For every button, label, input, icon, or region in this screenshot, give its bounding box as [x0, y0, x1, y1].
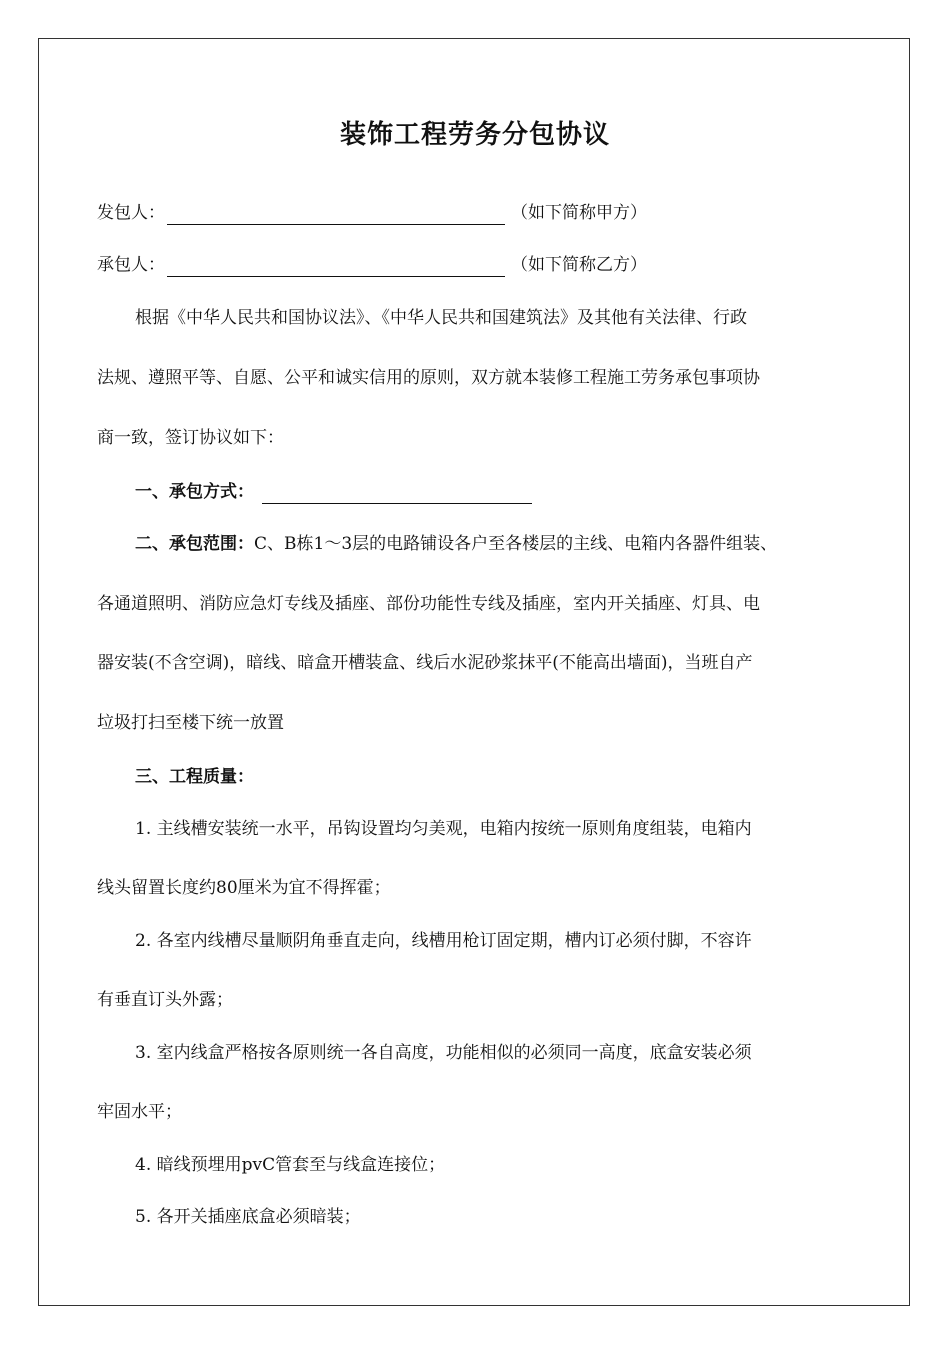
quality-item-1-cont: 线头留置长度约80厘米为宜不得挥霍；	[97, 878, 391, 898]
document-title: 装饰工程劳务分包协议	[339, 120, 610, 150]
section-2-line-1	[135, 532, 777, 556]
section-2-text-1: C、B栋1～3层的电路铺设各户至各楼层的主线、电箱内各器件组装、	[254, 534, 778, 554]
quality-item-2: 2. 各室内线槽尽量顺阴角垂直走向，线槽用枪订固定期，槽内订必须付脚，不容许	[135, 931, 752, 951]
employer-label: 发包人：	[97, 203, 165, 223]
contract-method-blank[interactable]	[262, 483, 532, 504]
section-2-line-3: 器安装(不含空调)，暗线、暗盒开槽装盒、线后水泥砂浆抹平(不能高出墙面)，当班自产	[97, 653, 753, 673]
contractor-note: （如下简称乙方）	[511, 255, 647, 275]
contractor-line	[97, 253, 647, 277]
section-2-line-2: 各通道照明、消防应急灯专线及插座、部份功能性专线及插座，室内开关插座、灯具、电	[97, 594, 760, 614]
quality-item-3: 3. 室内线盒严格按各原则统一各自高度，功能相似的必须同一高度，底盒安装必须	[135, 1043, 752, 1063]
preamble-line-2: 法规、遵照平等、自愿、公平和诚实信用的原则，双方就本装修工程施工劳务承包事项协	[97, 368, 760, 388]
employer-note: （如下简称甲方）	[511, 203, 647, 223]
employer-blank[interactable]	[167, 204, 505, 225]
quality-item-2-cont: 有垂直订头外露；	[97, 990, 233, 1010]
quality-item-3-cont: 牢固水平；	[97, 1102, 182, 1122]
employer-line	[97, 201, 647, 225]
section-1-heading: 一、承包方式：	[135, 482, 254, 502]
quality-item-4: 4. 暗线预埋用pvC管套至与线盒连接位；	[135, 1155, 446, 1175]
section-2-line-4: 垃圾打扫至楼下统一放置	[97, 713, 284, 733]
section-1-line	[135, 480, 532, 504]
section-2-heading: 二、承包范围：	[135, 534, 254, 554]
quality-item-1: 1. 主线槽安装统一水平，吊钩设置均匀美观，电箱内按统一原则角度组装，电箱内	[135, 819, 752, 839]
section-3-heading: 三、工程质量：	[135, 767, 254, 787]
contractor-blank[interactable]	[167, 256, 505, 277]
contractor-label: 承包人：	[97, 255, 165, 275]
preamble-line-1: 根据《中华人民共和国协议法》、《中华人民共和国建筑法》及其他有关法律、行政	[135, 308, 747, 328]
quality-item-5: 5. 各开关插座底盒必须暗装；	[135, 1207, 361, 1227]
preamble-line-3: 商一致，签订协议如下：	[97, 428, 284, 448]
